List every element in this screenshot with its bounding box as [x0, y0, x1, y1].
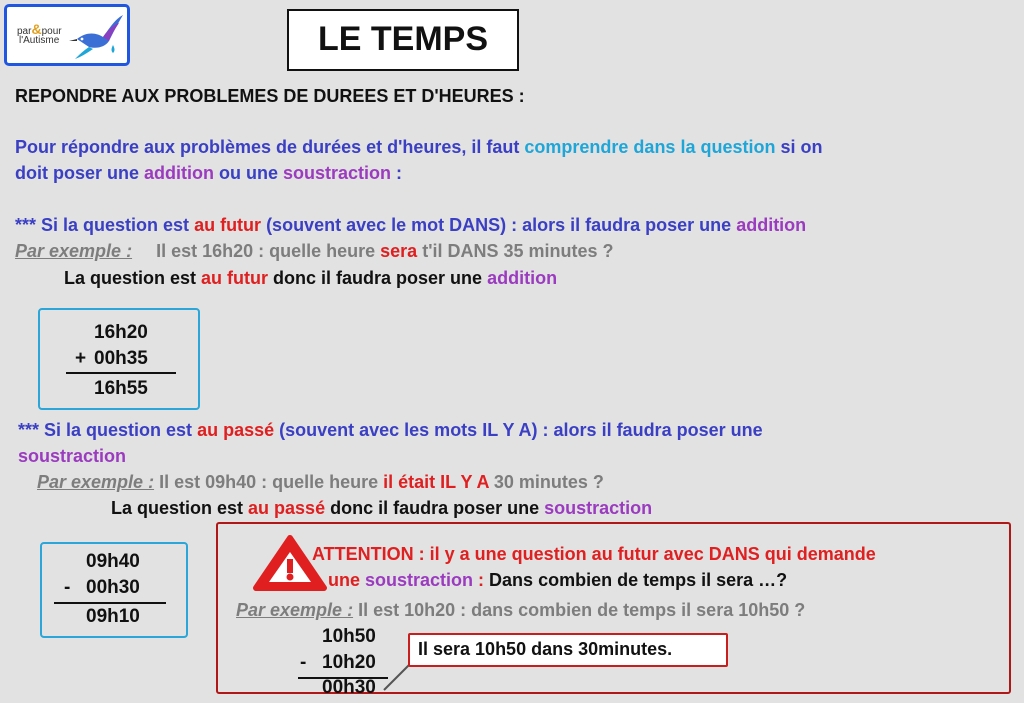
passe-calculation-box — [40, 542, 188, 638]
logo-text-line1: par&pour — [17, 21, 62, 37]
attention-line-2: une soustraction : Dans combien de temps il sera …? — [328, 570, 788, 590]
passe-rule: *** Si la question est au passé (souvent avec les mots IL Y A) : alors il faudra poser une — [18, 420, 763, 440]
attention-calc-operand-1: 10h50 — [322, 626, 376, 647]
passe-rule-line-2: soustraction — [18, 446, 127, 466]
logo-text-line2: l'Autisme — [19, 35, 60, 46]
intro-line-1: Pour répondre aux problèmes de durées et d'heures, il faut comprendre dans la question si on — [15, 137, 823, 157]
passe-example: Par exemple : Il est 09h40 : quelle heure il était IL Y A 30 minutes ? — [37, 472, 604, 492]
logo — [4, 4, 130, 66]
attention-example: Par exemple : Il est 10h20 : dans combien de temps il sera 10h50 ? — [236, 600, 806, 620]
futur-example: Par exemple : Il est 16h20 : quelle heure sera t'il DANS 35 minutes ? — [15, 241, 614, 261]
hummingbird-icon — [69, 11, 127, 61]
page-title: LE TEMPS — [287, 9, 519, 71]
futur-rule: *** Si la question est au futur (souvent avec le mot DANS) : alors il faudra poser une addition — [15, 215, 807, 235]
attention-calc-operator: - — [300, 652, 307, 673]
futur-calculation-box — [38, 308, 200, 410]
attention-box — [216, 522, 1011, 698]
calc-operand-2: 00h30 — [86, 577, 140, 598]
calc-operator: - — [64, 577, 71, 598]
attention-calc-result: 00h30 — [322, 677, 376, 698]
calc-divider — [66, 372, 176, 374]
passe-conclusion: La question est au passé donc il faudra poser une soustraction — [111, 498, 653, 518]
answer-callout: Il sera 10h50 dans 30minutes. — [408, 633, 728, 667]
calc-operand-2: 00h35 — [94, 348, 148, 369]
calc-operator: + — [75, 348, 87, 369]
calc-operand-1: 09h40 — [86, 551, 140, 572]
calc-divider — [54, 602, 166, 604]
section-title: REPONDRE AUX PROBLEMES DE DUREES ET D'HEURES : — [15, 86, 525, 106]
calc-result: 16h55 — [94, 378, 148, 399]
attention-line-1: ATTENTION : il y a une question au futur avec DANS qui demande — [312, 544, 876, 564]
futur-conclusion: La question est au futur donc il faudra poser une addition — [64, 268, 558, 288]
intro-line-2: doit poser une addition ou une soustraction : — [15, 163, 403, 183]
calc-operand-1: 16h20 — [94, 322, 148, 343]
attention-calc-operand-2: 10h20 — [322, 652, 376, 673]
calc-result: 09h10 — [86, 606, 140, 627]
